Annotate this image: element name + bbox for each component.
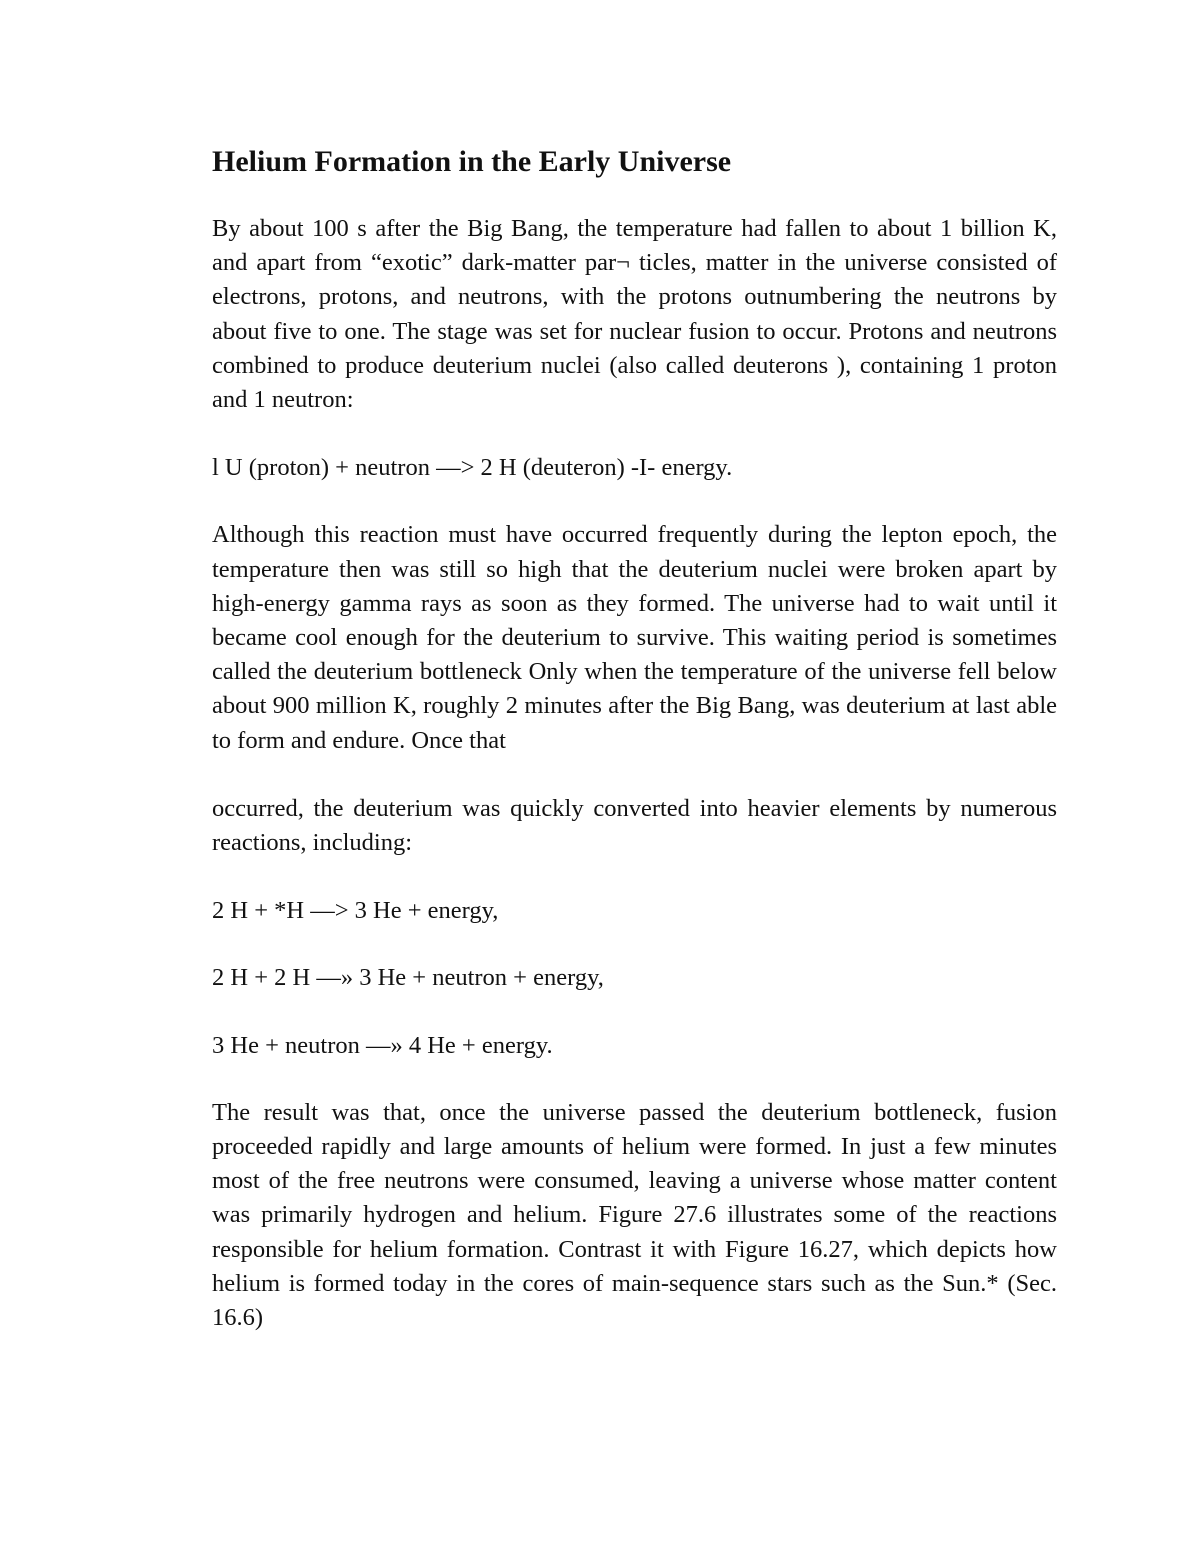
paragraph-result: The result was that, once the universe passed the deuterium bottleneck, fusion proceeded rapidly and large amounts of helium were formed. In just a few minutes most of the free neutrons were consumed, leaving a universe whose matter content was primarily hydrogen and helium. Figure 27.6 illustrates some of the reactions responsible for helium formation. Contrast it with Figure 16.27, which depicts how helium is formed today in the cores of main-sequence stars such as the Sun.* (Sec. 16.6) (212, 1098, 1057, 1332)
paragraph-conversion: occurred, the deuterium was quickly converted into heavier elements by numerous reactions, including: (212, 794, 1057, 857)
paragraph-intro: By about 100 s after the Big Bang, the temperature had fallen to about 1 billion K, and apart from “exotic” dark-matter par¬ ticles, matter in the universe consisted of electrons, protons, and neutrons, with the protons outnumbering the neutrons by about five to one. The stage was set for nuclear fusion to occur. Protons and neutrons combined to produce deuterium nuclei (also called deuterons ), containing 1 proton and 1 neutron: (212, 215, 1057, 414)
document-title: Helium Formation in the Early Universe (212, 145, 732, 178)
document-page (212, 142, 1057, 1369)
equation-deuteron-formation: l U (proton) + neutron —> 2 H (deuteron) -I- energy. (212, 454, 733, 482)
equation-helium4-formation: 3 He + neutron —» 4 He + energy. (212, 1031, 553, 1059)
paragraph-deuterium-bottleneck: Although this reaction must have occurred frequently during the lepton epoch, the temperature then was still so high that the deuterium nuclei were broken apart by high-energy gamma rays as soon as they formed. The universe had to wait until it became cool enough for the deuterium to survive. This waiting period is sometimes called the deuterium bottleneck Only when the temperature of the universe fell below about 900 million K, roughly 2 minutes after the Big Bang, was deuterium at last able to form and endure. Once that (212, 521, 1057, 754)
equation-helium3-neutron: 2 H + 2 H —» 3 He + neutron + energy, (212, 964, 604, 992)
equation-helium3-formation: 2 H + *H —> 3 He + energy, (212, 897, 499, 925)
